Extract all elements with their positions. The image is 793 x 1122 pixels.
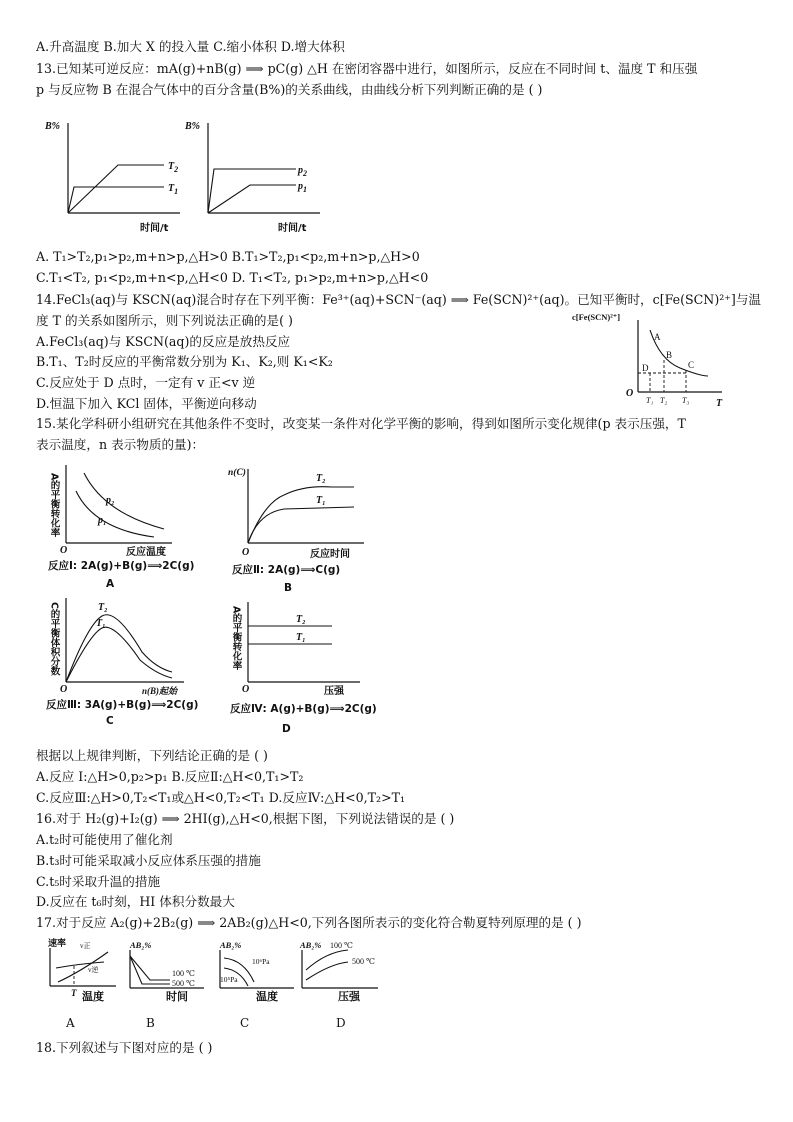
q14-stem-line1: 14.FeCl₃(aq)与 KSCN(aq)混合时存在下列平衡：Fe³⁺(aq)+SCN⁻(aq) ⟹ Fe(SCN)²⁺(aq)。已知平衡时，c[Fe(SCN)²⁺]与温 bbox=[36, 292, 762, 307]
q17-stem: 17.对于反应 A₂(g)+2B₂(g) ⟹ 2AB₂(g)△H<0,下列各图所表示的变化符合勒夏特列原理的是 ( ) bbox=[36, 915, 582, 930]
q13-stem-line1: 13.已知某可逆反应：mA(g)+nB(g) ⟹ pC(g) △H 在密闭容器中进行，如图所示，反应在不同时间 t、温度 T 和压强 bbox=[36, 61, 698, 76]
q14-point-c: C bbox=[688, 360, 695, 370]
q15-a-reaction: 反应Ⅰ: 2A(g)+B(g)⟹2C(g) bbox=[48, 560, 195, 572]
q17-d-ylabel: AB₂% bbox=[300, 940, 322, 950]
q13-chart-pressure bbox=[180, 115, 340, 240]
q15-stem-line2: 表示温度，n 表示物质的量)： bbox=[36, 437, 205, 452]
q13-stem-line2: p 与反应物 B 在混合气体中的百分含量(B%)的关系曲线，由曲线分析下列判断正确的是 ( ) bbox=[36, 82, 543, 97]
q13-c1-ylabel: B% bbox=[45, 121, 60, 132]
q17-letter-b: B bbox=[146, 1016, 155, 1030]
q16-option-d: D.反应在 t₆时刻，HI 体积分数最大 bbox=[36, 894, 235, 909]
q14-stem-line2: 度 T 的关系如图所示，则下列说法正确的是( ) bbox=[36, 313, 293, 328]
q17-letter-a: A bbox=[66, 1016, 75, 1030]
q17-a-xlabel: 温度 bbox=[82, 990, 104, 1003]
q15-options-cd: C.反应Ⅲ:△H>0,T₂<T₁或△H<0,T₂<T₁ D.反应Ⅳ:△H<0,T₂>T₁ bbox=[36, 790, 406, 805]
q17-a-ylabel: 速率 bbox=[48, 939, 67, 949]
svg-text:T1: $T_1$ bbox=[168, 183, 179, 196]
q15-d-letter: D bbox=[282, 723, 291, 735]
q15-c-curve-t1 bbox=[66, 627, 172, 682]
q13-c1-curve-t1 bbox=[68, 187, 164, 213]
q13-c1-xlabel: 时间/t bbox=[140, 223, 169, 234]
q15-c-letter: C bbox=[106, 715, 114, 727]
q17-b-label-500: 500 ℃ bbox=[172, 979, 195, 988]
q15-fig-b bbox=[224, 463, 404, 595]
q15-conclusion: 根据以上规律判断，下列结论正确的是 ( ) bbox=[36, 748, 268, 763]
q14-xlabel: T bbox=[716, 398, 723, 409]
svg-text:p1: $p_1$ bbox=[298, 181, 307, 194]
q15-a-letter: A bbox=[106, 578, 115, 590]
q17-letter-d: D bbox=[336, 1016, 346, 1030]
q14-point-a: A bbox=[654, 332, 661, 342]
q15-c-reaction: 反应Ⅲ: 3A(g)+B(g)⟹2C(g) bbox=[46, 699, 199, 711]
q15-b-label-t2: T₂ bbox=[316, 473, 326, 484]
q13-c1-label-t1: T bbox=[168, 183, 175, 194]
q15-c-origin: O bbox=[60, 684, 68, 695]
q15-b-ylabel: n(C) bbox=[228, 468, 246, 478]
q17-d-curve-100 bbox=[306, 950, 348, 970]
q15-a-ylabel: A的平衡转化率 bbox=[48, 473, 60, 538]
svg-text:T2: $T_2$ bbox=[168, 161, 179, 174]
q17-c-ylabel: AB₂% bbox=[220, 940, 242, 950]
q17-b-curve-100 bbox=[130, 956, 170, 980]
q14-point-b: B bbox=[666, 350, 673, 360]
q15-fig-a bbox=[44, 463, 224, 595]
q15-a-label-p2: p₂ bbox=[106, 495, 115, 506]
q14-point-d: D bbox=[642, 363, 649, 373]
q15-d-origin: O bbox=[242, 684, 250, 695]
q18-stem: 18.下列叙述与下图对应的是 ( ) bbox=[36, 1040, 213, 1055]
q17-c-xlabel: 温度 bbox=[256, 990, 278, 1003]
q15-d-reaction: 反应Ⅳ: A(g)+B(g)⟹2C(g) bbox=[230, 703, 377, 715]
q13-chart-temperature bbox=[40, 115, 200, 240]
q15-b-xlabel: 反应时间 bbox=[310, 549, 350, 560]
q14-option-c: C.反应处于 D 点时，一定有 v 正<v 逆 bbox=[36, 375, 256, 390]
q15-stem-line1: 15.某化学科研小组研究在其他条件不变时，改变某一条件对化学平衡的影响，得到如图所示变化规律(p 表示压强，T bbox=[36, 416, 686, 431]
q12-options: A.升高温度 B.加大 X 的投入量 C.缩小体积 D.增大体积 bbox=[36, 39, 345, 54]
q15-c-ylabel: C的平衡体积分数 bbox=[48, 602, 60, 676]
q13-c2-curve-p1 bbox=[208, 185, 296, 213]
q15-c-label-t1: T₁ bbox=[96, 618, 106, 629]
svg-text:p2: $p_2$ bbox=[298, 165, 307, 178]
q15-fig-d bbox=[224, 594, 404, 736]
q15-b-letter: B bbox=[284, 582, 293, 594]
q15-d-label-t2: T₂ bbox=[296, 614, 306, 625]
q15-a-curve-p2 bbox=[84, 473, 164, 529]
q13-c2-label-p1: p bbox=[298, 181, 303, 192]
q14-option-a: A.FeCl₃(aq)与 KSCN(aq)的反应是放热反应 bbox=[36, 334, 291, 349]
q13-options-cd: C.T₁<T₂, p₁<p₂,m+n<p,△H<0 D. T₁<T₂, p₁>p₂,m+n>p,△H<0 bbox=[36, 270, 429, 285]
q17-a-label-vf: v正 bbox=[80, 942, 91, 950]
q17-d-xlabel: 压强 bbox=[338, 990, 360, 1003]
q17-a-tick-t: T bbox=[71, 988, 77, 998]
q14-tick-t3: T₃ bbox=[682, 396, 690, 405]
q16-option-a: A.t₂时可能使用了催化剂 bbox=[36, 832, 173, 847]
q13-c2-xlabel: 时间/t bbox=[278, 223, 307, 234]
q15-b-reaction: 反应Ⅱ: 2A(g)⟹C(g) bbox=[232, 564, 341, 576]
q17-c-label-1e5: 10⁵Pa bbox=[220, 975, 238, 984]
q17-c-label-1e6: 10⁶Pa bbox=[252, 957, 270, 966]
q15-c-xlabel: n(B)起始 bbox=[142, 686, 178, 696]
q17-letter-c: C bbox=[240, 1016, 250, 1030]
q14-ylabel: c[Fe(SCN)²⁺] bbox=[572, 312, 621, 322]
q13-c1-curve-t2 bbox=[68, 165, 164, 213]
q13-c2-ylabel: B% bbox=[185, 121, 200, 132]
q15-c-label-t2: T₂ bbox=[98, 602, 108, 613]
q16-stem: 16.对于 H₂(g)+I₂(g) ⟹ 2HI(g),△H<0,根据下图，下列说法错误的是 ( ) bbox=[36, 811, 455, 826]
q17-d-label-100: 100 ℃ bbox=[330, 941, 353, 950]
q17-b-ylabel: AB₂% bbox=[130, 940, 152, 950]
q17-a-label-vr: v逆 bbox=[88, 966, 99, 974]
q15-b-label-t1: T₁ bbox=[316, 495, 326, 506]
q17-d-label-500: 500 ℃ bbox=[352, 957, 375, 966]
q15-fig-c bbox=[44, 594, 224, 726]
q14-option-b: B.T₁、T₂时反应的平衡常数分别为 K₁、K₂,则 K₁<K₂ bbox=[36, 354, 333, 369]
q14-tick-t2: T₂ bbox=[660, 396, 668, 405]
q15-d-xlabel: 压强 bbox=[324, 686, 344, 697]
q13-options-ab: A. T₁>T₂,p₁>p₂,m+n>p,△H>0 B.T₁>T₂,p₁<p₂,m+n>p,△H>0 bbox=[36, 249, 420, 264]
q15-a-label-p1: p₁ bbox=[98, 515, 107, 526]
q15-a-xlabel: 反应温度 bbox=[126, 547, 166, 558]
q15-d-ylabel: A的平衡转化率 bbox=[230, 606, 242, 671]
q16-option-b: B.t₃时可能采取减小反应体系压强的措施 bbox=[36, 853, 261, 868]
q13-c2-curve-p2 bbox=[208, 169, 296, 213]
q15-a-curve-p1 bbox=[76, 491, 154, 537]
q14-option-d: D.恒温下加入 KCl 固体，平衡逆向移动 bbox=[36, 396, 257, 411]
q17-b-xlabel: 时间 bbox=[166, 990, 188, 1003]
q13-c2-label-p2: p bbox=[298, 165, 303, 176]
q17-b-label-100: 100 ℃ bbox=[172, 969, 195, 978]
q14-tick-t1: T₁ bbox=[646, 396, 654, 405]
q17-a-curve-v-forward bbox=[58, 952, 108, 982]
q14-origin: O bbox=[626, 388, 634, 399]
q15-b-origin: O bbox=[242, 547, 250, 558]
q14-chart bbox=[570, 310, 730, 410]
q15-d-label-t1: T₁ bbox=[296, 632, 306, 643]
q15-b-curve-t2 bbox=[248, 487, 354, 543]
q15-a-origin: O bbox=[60, 545, 68, 556]
q16-option-c: C.t₅时采取升温的措施 bbox=[36, 874, 161, 889]
q13-c1-label-t2: T bbox=[168, 161, 175, 172]
q15-options-ab: A.反应 Ⅰ:△H>0,p₂>p₁ B.反应Ⅱ:△H<0,T₁>T₂ bbox=[36, 769, 304, 784]
